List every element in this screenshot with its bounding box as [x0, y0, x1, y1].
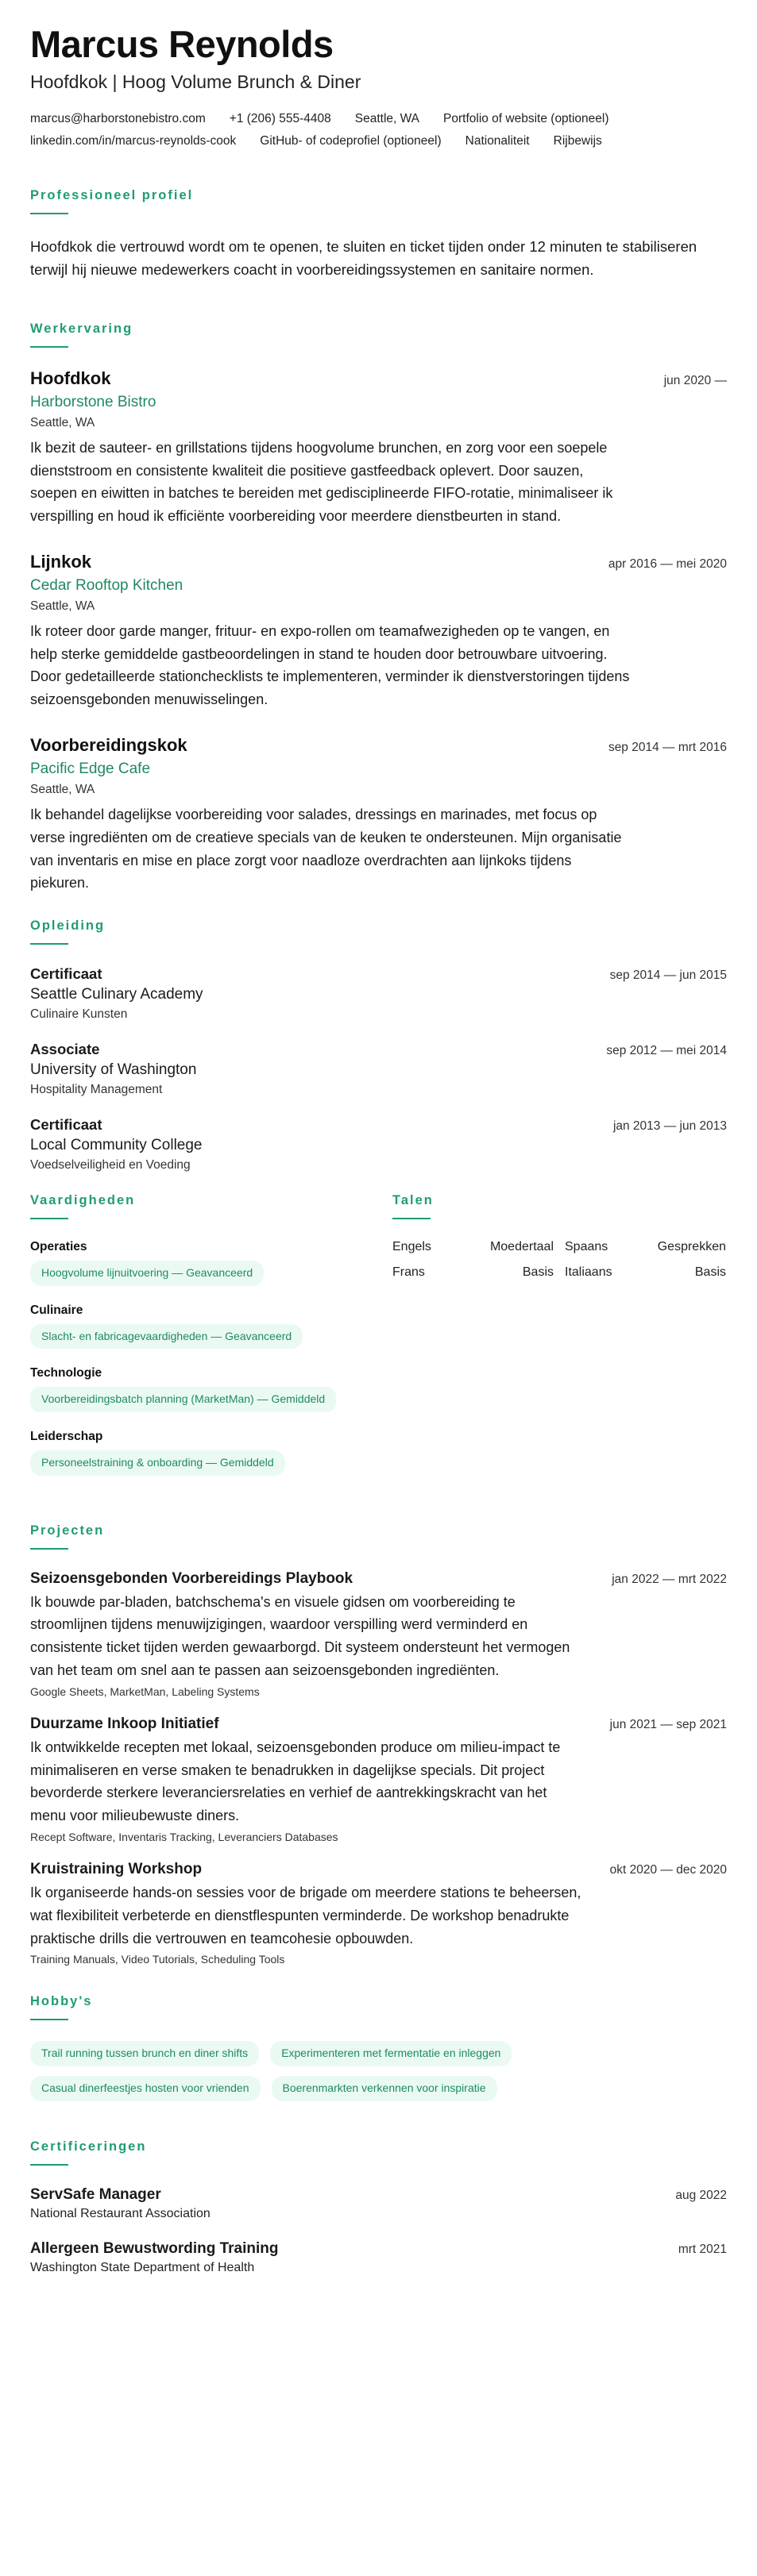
section-divider: [30, 346, 68, 348]
candidate-name: Marcus Reynolds: [30, 23, 334, 65]
language-item: [565, 1265, 726, 1280]
language-list: [392, 1240, 726, 1280]
skill-chip: Personeelstraining & onboarding — Gemiddeld: [30, 1450, 285, 1476]
hobby-chip: Trail running tussen brunch en diner shifts: [30, 2041, 259, 2066]
education-field: Voedselveiligheid en Voeding: [30, 1158, 191, 1172]
contact-github: GitHub- of codeprofiel (optioneel): [260, 133, 442, 148]
skill-group: [30, 1240, 361, 1286]
skill-chip: Hoogvolume lijnuitvoering — Geavanceerd: [30, 1261, 264, 1286]
job-title: Hoofdkok: [30, 368, 111, 388]
section-title: Professioneel profiel: [30, 187, 194, 202]
language-name: Frans: [392, 1265, 425, 1280]
education-school: Local Community College: [30, 1137, 203, 1154]
section-divider: [30, 1548, 68, 1550]
project-title: Seizoensgebonden Voorbereidings Playbook: [30, 1569, 353, 1587]
skill-group: [30, 1366, 361, 1412]
project-entry: [30, 1715, 727, 1843]
job-entry: [30, 368, 727, 528]
job-description: Ik behandel dagelijkse voorbereiding voor salades, dressings en marinades, met focus op verse ingrediënten om de creatieve specials van de keuken te ondersteunen. Mijn organisatie van inventaris en mise en place zorgt voor naadloze overdrachten aan lijnkoks tijdens piekuren.: [30, 807, 622, 891]
education-school: Seattle Culinary Academy: [30, 986, 203, 1003]
certification-org: National Restaurant Association: [30, 2206, 210, 2220]
contact-nationality: Nationaliteit: [465, 133, 530, 148]
section-title: Talen: [392, 1193, 434, 1208]
language-name: Spaans: [565, 1240, 608, 1254]
section-title: Hobby's: [30, 1994, 93, 2009]
section-title: Werkervaring: [30, 321, 133, 336]
job-company: Pacific Edge Cafe: [30, 760, 151, 778]
job-date: apr 2016 — mei 2020: [608, 556, 727, 571]
certification-date: mrt 2021: [678, 2242, 727, 2256]
job-title: Voorbereidingskok: [30, 735, 187, 756]
resume-header: [30, 24, 727, 148]
contact-phone: +1 (206) 555-4408: [229, 111, 331, 125]
section-divider: [30, 943, 68, 945]
skill-chip: Voorbereidingsbatch planning (MarketMan) — Gemiddeld: [30, 1387, 336, 1412]
language-level: Moedertaal: [489, 1240, 554, 1254]
education-date: sep 2012 — mei 2014: [606, 1044, 727, 1058]
education-section: [30, 918, 727, 1172]
education-entry: [30, 965, 727, 1022]
job-location: Seattle, WA: [30, 599, 95, 613]
contact-email: marcus@harborstonebistro.com: [30, 111, 206, 125]
language-level: Basis: [694, 1265, 726, 1280]
skills-section: [30, 1193, 361, 1492]
project-date: jun 2021 — sep 2021: [609, 1717, 727, 1731]
job-entry: [30, 735, 727, 895]
section-divider: [392, 1218, 431, 1219]
profile-summary: Hoofdkok die vertrouwd wordt om te openen, te sluiten en ticket tijden onder 12 minuten te stabiliseren terwijl hij nieuwe medewerkers coacht in voorbereidingssystemen en sanitaire normen.: [30, 237, 697, 279]
certification-name: ServSafe Manager: [30, 2185, 161, 2203]
skill-category: Operaties: [30, 1240, 87, 1254]
candidate-subtitle: Hoofdkok | Hoog Volume Brunch & Diner: [30, 71, 361, 92]
certification-entry: [30, 2240, 727, 2275]
section-title: Opleiding: [30, 918, 106, 934]
section-divider: [30, 213, 68, 214]
education-school: University of Washington: [30, 1061, 197, 1079]
language-item: [392, 1265, 554, 1280]
education-field: Culinaire Kunsten: [30, 1007, 128, 1022]
job-entry: [30, 552, 727, 711]
education-degree: Associate: [30, 1041, 100, 1058]
contact-linkedin: linkedin.com/in/marcus-reynolds-cook: [30, 133, 237, 148]
section-divider: [30, 2164, 68, 2166]
job-location: Seattle, WA: [30, 415, 95, 429]
education-entry: [30, 1116, 727, 1172]
job-date: jun 2020 —: [663, 373, 727, 387]
education-degree: Certificaat: [30, 965, 102, 983]
section-title: Certificeringen: [30, 2139, 147, 2154]
contact-portfolio: Portfolio of website (optioneel): [443, 111, 609, 125]
job-description: Ik roteer door garde manger, frituur- en expo-rollen om teamafwezigheden op te vangen, en help sterke gemiddelde gastbeoordelingen in stand te houden door betrouwbare uitvoering. Door gedetailleerde stationchecklists te implementeren, verminder ik dienstverstoringen tijdens seizoensgebonden menuwisselingen.: [30, 622, 630, 708]
project-date: jan 2022 — mrt 2022: [612, 1572, 727, 1586]
certification-date: aug 2022: [675, 2188, 727, 2202]
contact-license: Rijbewijs: [553, 133, 602, 148]
project-date: okt 2020 — dec 2020: [609, 1863, 727, 1877]
project-description: Ik bouwde par-bladen, batchschema's en visuele gidsen om voorbereiding te stroomlijnen tijdens menuwijzigingen, waardoor verspilling werd verminderd en consistente ticket tijden werden gewaarborgd. Dit systeem ondersteunt het vermogen van het team om snel aan te passen aan seizoensgebonden ingrediënten.: [30, 1593, 570, 1679]
experience-section: [30, 322, 727, 895]
languages-section: [392, 1193, 726, 1492]
skill-category: Technologie: [30, 1366, 102, 1380]
education-date: jan 2013 — jun 2013: [612, 1119, 727, 1134]
language-level: Gesprekken: [657, 1240, 726, 1254]
skill-group: [30, 1430, 361, 1476]
project-tools: Training Manuals, Video Tutorials, Scheduling Tools: [30, 1953, 285, 1966]
skill-group: [30, 1303, 361, 1350]
profile-section: [30, 188, 727, 282]
project-tools: Google Sheets, MarketMan, Labeling Systems: [30, 1685, 260, 1698]
language-item: [565, 1240, 726, 1254]
job-company: Cedar Rooftop Kitchen: [30, 576, 183, 594]
project-description: Ik organiseerde hands-on sessies voor de brigade om meerdere stations te beheersen, wat flexibiliteit verbeterde en dienstflespunten verminderde. De workshop benadrukte praktische drills die vertrouwen en teamcohesie opbouwden.: [30, 1885, 581, 1946]
project-title: Kruistraining Workshop: [30, 1861, 203, 1878]
job-description: Ik bezit de sauteer- en grillstations tijdens hoogvolume brunchen, en zorg voor een soepele dienststroom en consistente kwaliteit die positieve gastfeedback oplevert. Door sauzen, soepen en eiwitten in batches te bereiden met gedisciplineerde FIFO-rotatie, minimaliseer ik verspilling en houd ik efficiënte voorbereiding voor meerdere dienstbeurten in stand.: [30, 439, 613, 525]
project-tools: Recept Software, Inventaris Tracking, Leveranciers Databases: [30, 1831, 338, 1844]
education-degree: Certificaat: [30, 1116, 102, 1134]
certification-entry: [30, 2186, 727, 2221]
hobby-chip: Experimenteren met fermentatie en inleggen: [270, 2041, 512, 2066]
contact-list: [30, 112, 727, 148]
section-divider: [30, 1218, 68, 1219]
certification-name: Allergeen Bewustwording Training: [30, 2239, 279, 2257]
hobby-chip: Boerenmarkten verkennen voor inspiratie: [272, 2076, 497, 2101]
skill-chip: Slacht- en fabricagevaardigheden — Geavanceerd: [30, 1324, 303, 1350]
education-entry: [30, 1041, 727, 1097]
job-company: Harborstone Bistro: [30, 393, 156, 410]
certification-org: Washington State Department of Health: [30, 2260, 255, 2274]
education-field: Hospitality Management: [30, 1083, 163, 1097]
contact-location: Seattle, WA: [354, 111, 420, 125]
skill-category: Leiderschap: [30, 1430, 103, 1444]
skill-category: Culinaire: [30, 1303, 83, 1317]
hobbies-section: [30, 1994, 727, 2100]
job-location: Seattle, WA: [30, 783, 95, 797]
language-level: Basis: [522, 1265, 554, 1280]
section-title: Projecten: [30, 1523, 105, 1538]
project-entry: [30, 1570, 727, 1698]
language-name: Italiaans: [565, 1265, 612, 1280]
project-entry: [30, 1861, 727, 1966]
job-title: Lijnkok: [30, 551, 92, 572]
project-title: Duurzame Inkoop Initiatief: [30, 1715, 219, 1732]
section-title: Vaardigheden: [30, 1193, 136, 1208]
language-item: [392, 1240, 554, 1254]
project-description: Ik ontwikkelde recepten met lokaal, seizoensgebonden produce om milieu-impact te minimaliseren en verse smaken te benadrukken in dagelijkse specials. Dit project bevorderde sterkere leveranciersrelaties en verhief de aantrekkingskracht van het menu voor milieubewuste diners.: [30, 1739, 561, 1824]
hobby-list: [30, 2041, 586, 2100]
section-divider: [30, 2019, 68, 2020]
education-date: sep 2014 — jun 2015: [609, 968, 727, 983]
projects-section: [30, 1523, 727, 1966]
job-date: sep 2014 — mrt 2016: [608, 741, 727, 755]
hobby-chip: Casual dinerfeestjes hosten voor vrienden: [30, 2076, 261, 2101]
skills-languages-row: [30, 1193, 727, 1492]
certifications-section: [30, 2139, 727, 2275]
language-name: Engels: [392, 1240, 431, 1254]
